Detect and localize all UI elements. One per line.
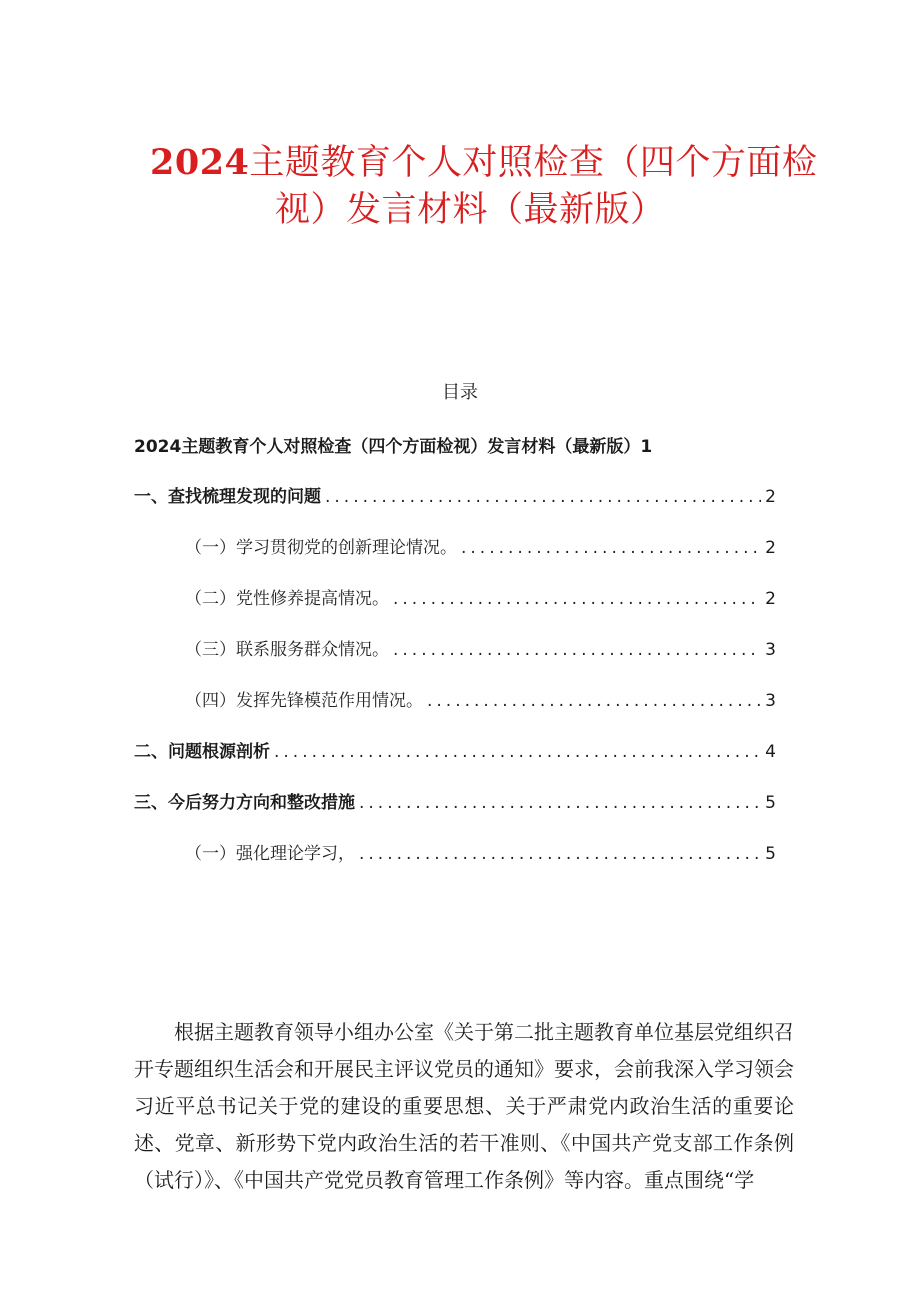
toc-entry-label: 二、问题根源剖析 bbox=[134, 742, 270, 762]
toc-entry-3[interactable] bbox=[134, 790, 776, 816]
toc-entry-1-1[interactable] bbox=[185, 535, 776, 561]
toc-entry-label: （四）发挥先锋模范作用情况。 bbox=[185, 691, 423, 711]
toc-entry-label: 一、查找梳理发现的问题 bbox=[134, 487, 321, 507]
toc-leader-dots bbox=[393, 637, 761, 663]
toc-page-number: 4 bbox=[765, 742, 776, 762]
toc-page-number: 5 bbox=[765, 844, 776, 864]
toc-page-number: 3 bbox=[765, 691, 776, 711]
toc-entry-1-3[interactable] bbox=[185, 637, 776, 663]
toc-page-number: 3 bbox=[765, 640, 776, 660]
toc-leader-dots bbox=[461, 535, 761, 561]
toc-leader-dots bbox=[393, 586, 761, 612]
toc-leader-dots bbox=[325, 484, 761, 510]
document-title-line-1 bbox=[150, 138, 830, 188]
toc-entry-label: （三）联系服务群众情况。 bbox=[185, 640, 389, 660]
document-title-line-2: 视）发言材料（最新版） bbox=[275, 190, 666, 230]
title-year: 2024 bbox=[150, 142, 250, 183]
toc-entry-1[interactable] bbox=[134, 484, 776, 510]
toc-page-number: 2 bbox=[765, 589, 776, 609]
body-paragraph: 根据主题教育领导小组办公室《关于第二批主题教育单位基层党组织召开专题组织生活会和开展民主评议党员的通知》要求，会前我深入学习领会习近平总书记关于党的建设的重要思想、关于严肃党内政治生活的重要论述、党章、新形势下党内政治生活的若干准则、《中国共产党支部工作条例（试行）》、《中国共产党党员教育管理工作条例》等内容。重点围绕“学 bbox=[134, 1020, 794, 1192]
toc-page-number: 2 bbox=[765, 538, 776, 558]
toc-leader-dots bbox=[274, 739, 761, 765]
toc-entry-label: （一）学习贯彻党的创新理论情况。 bbox=[185, 538, 457, 558]
toc-leader-dots bbox=[359, 790, 761, 816]
toc-entry-2[interactable] bbox=[134, 739, 776, 765]
toc-page-number: 5 bbox=[765, 793, 776, 813]
toc-leader-dots bbox=[427, 688, 761, 714]
toc-heading: 目录 bbox=[442, 382, 478, 403]
toc-entry-label: （二）党性修养提高情况。 bbox=[185, 589, 389, 609]
toc-document-entry[interactable]: 2024主题教育个人对照检查（四个方面检视）发言材料（最新版）1 bbox=[134, 437, 653, 457]
toc-entry-1-4[interactable] bbox=[185, 688, 776, 714]
title-line-1-text: 主题教育个人对照检查（四个方面检 bbox=[249, 143, 818, 183]
toc-entry-label: 三、今后努力方向和整改措施 bbox=[134, 793, 355, 813]
toc-entry-3-1[interactable] bbox=[185, 841, 776, 867]
toc-entry-label: （一）强化理论学习， bbox=[185, 844, 355, 864]
toc-entry-1-2[interactable] bbox=[185, 586, 776, 612]
toc-page-number: 2 bbox=[765, 487, 776, 507]
toc-leader-dots bbox=[359, 841, 761, 867]
